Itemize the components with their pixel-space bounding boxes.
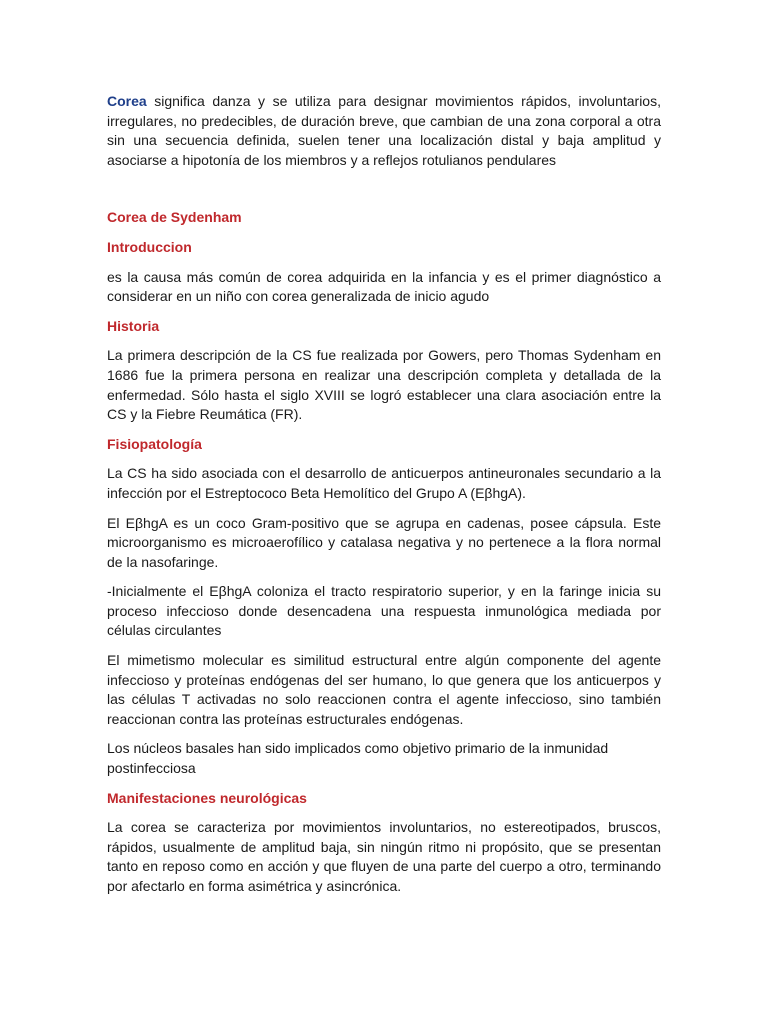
fisiopatologia-paragraph: El mimetismo molecular es similitud estructural entre algún componente del agente infeccioso y proteínas endógenas del ser humano, lo que genera que los anticuerpos y las células T activadas no solo reaccionen contra el agente infeccioso, sino también reaccionan contra las proteínas estructurales endógenas. bbox=[107, 652, 661, 727]
section-title: Corea de Sydenham bbox=[107, 209, 242, 226]
introduccion-paragraph: es la causa más común de corea adquirida en la infancia y es el primer diagnóstico a considerar en un niño con corea generalizada de inicio agudo bbox=[107, 268, 661, 305]
intro-term: Corea bbox=[107, 93, 147, 109]
manifestaciones-paragraph: La corea se caracteriza por movimientos involuntarios, no estereotipados, bruscos, rápidos, usualmente de amplitud baja, sin ningún ritmo ni propósito, que se presentan tanto en reposo como en acción y que fluyen de una parte del cuerpo a otro, terminando por afectarlo en forma asimétrica y asincrónica. bbox=[107, 819, 661, 894]
fisiopatologia-paragraph: -Inicialmente el EβhgA coloniza el tracto respiratorio superior, y en la faringe inicia su proceso infeccioso donde desencadena una respuesta inmunológica mediada por células circulantes bbox=[107, 583, 661, 639]
intro-paragraph bbox=[107, 92, 661, 170]
heading-fisiopatologia: Fisiopatología bbox=[107, 435, 202, 452]
intro-text: significa danza y se utiliza para designar movimientos rápidos, involuntarios, irregulares, no predecibles, de duración breve, que cambian de una zona corporal a otra sin una secuencia definida, suelen tener una localización distal y baja amplitud y asociarse a hipotonía de los miembros y a reflejos rotulianos pendulares bbox=[107, 93, 661, 168]
document-page bbox=[107, 88, 661, 897]
fisiopatologia-paragraph: La CS ha sido asociada con el desarrollo de anticuerpos antineuronales secundario a la infección por el Estreptococo Beta Hemolítico del Grupo A (EβhgA). bbox=[107, 465, 661, 501]
historia-paragraph: La primera descripción de la CS fue realizada por Gowers, pero Thomas Sydenham en 1686 fue la primera persona en realizar una descripción completa y detallada de la enfermedad. Sólo hasta el siglo XVIII se logró establecer una clara asociación entre la CS y la Fiebre Reumática (FR). bbox=[107, 347, 661, 423]
fisiopatologia-paragraph: Los núcleos basales han sido implicados como objetivo primario de la inmunidad postinfecciosa bbox=[107, 740, 609, 777]
fisiopatologia-paragraph: El EβhgA es un coco Gram-positivo que se agrupa en cadenas, posee cápsula. Este microorganismo es microaerofílico y catalasa negativa y no pertenece a la flora normal de la nasofaringe. bbox=[107, 514, 661, 570]
heading-historia: Historia bbox=[107, 317, 160, 334]
heading-manifestaciones: Manifestaciones neurológicas bbox=[107, 789, 307, 806]
heading-introduccion: Introduccion bbox=[107, 238, 192, 255]
